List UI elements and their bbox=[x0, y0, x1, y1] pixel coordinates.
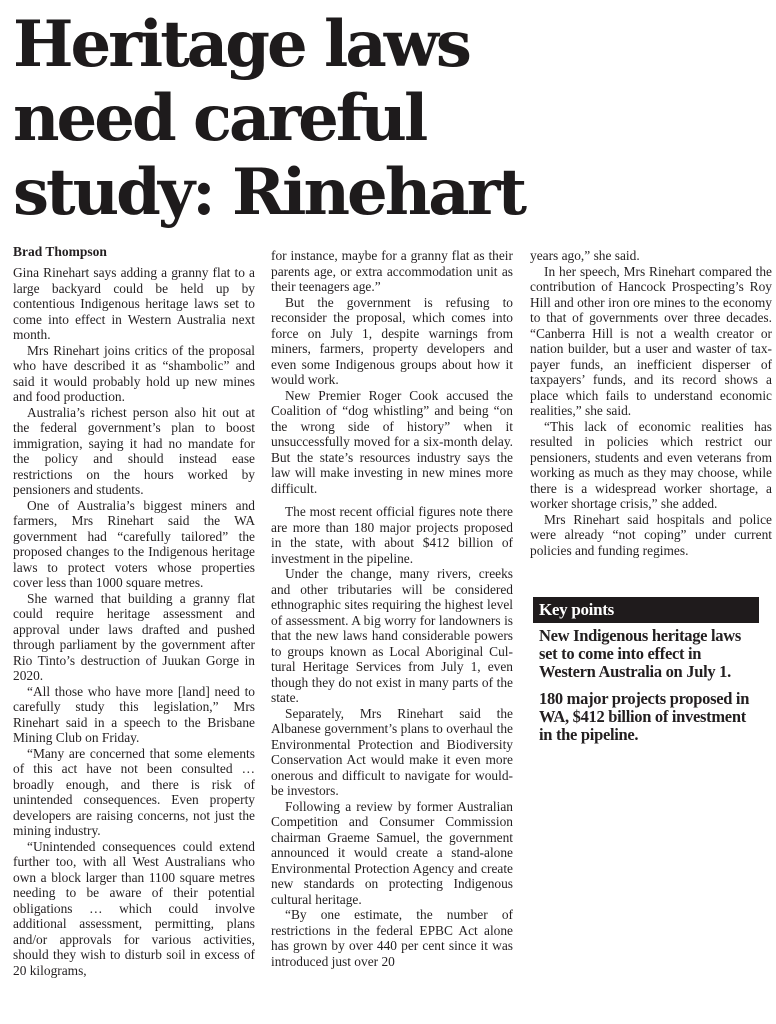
paragraph: “Unintended consequences could extend further too, with all West Australians who own a block larger than 1100 square metres needing to be aware of their potential obligations … which could involve additional assessment, permitting, plans and/or approvals for various activities, should they wish to disturb soil in excess of 20 kilograms, bbox=[13, 838, 255, 978]
headline-line: Heritage laws bbox=[13, 7, 469, 82]
headline-line: study: Rinehart bbox=[13, 155, 524, 230]
paragraph: “All those who have more [land] need to carefully study this legislation,” Mrs Rinehart said in a speech to the Brisbane Mining Club on Friday. bbox=[13, 683, 255, 745]
paragraph: years ago,” she said. bbox=[530, 248, 640, 263]
article-column-2 bbox=[271, 248, 513, 969]
headline bbox=[13, 8, 533, 230]
paragraph: In her speech, Mrs Rinehart compared the contribution of Hancock Prospecting’s Roy Hill and other iron ore mines to the economy to that of governments over three decades. “Canberra Hill is not a wealth creator or nation builder, but a user and waster of taxpayer funds, an inefficient disperser of taxpayers’ funds, and its record shows a place which fails to understand economic realities,” she said. bbox=[530, 263, 772, 418]
paragraph: New Premier Roger Cook accused the Coalition of “dog whistling” and being “on the wrong side of history” when it unsuccessfully moved for a six-month delay. But the state’s resources industry says the law will make investing in new mines more difficult. bbox=[271, 387, 513, 496]
byline: Brad Thompson bbox=[13, 244, 107, 259]
paragraph: Mrs Rinehart joins critics of the proposal who have described it as “shambolic” and said it would probably hold up new mines and food production. bbox=[13, 342, 255, 404]
paragraph: Australia’s richest person also hit out at the federal government’s plan to boost immigration, saying it had no mandate for the policy and should instead ease restrictions on the hours worked by pensioners and students. bbox=[13, 404, 255, 497]
paragraph: “This lack of economic realities has resulted in policies which restrict our pensioners, students and even veterans from working as much as they may choose, while there is a widespread worker shortage, a worker shortage crisis,” she added. bbox=[530, 418, 772, 511]
headline-line: need careful bbox=[13, 81, 426, 156]
key-points-title: Key points bbox=[533, 597, 759, 623]
article-column-3 bbox=[530, 248, 772, 558]
key-point: New Indigenous heritage laws set to come into effect in Western Australia on July 1. bbox=[539, 626, 741, 681]
paragraph: Under the change, many rivers, creeks and other tributaries will be considered ethnographic sites requiring the highest level of assessment. A big worry for landowners is that the new laws hand considerable powers to groups known as Local Aboriginal Cultural Heritage Services from July 1, even though they do not exist in many parts of the state. bbox=[271, 566, 513, 705]
paragraph: Mrs Rinehart said hospitals and police were already “not coping” under current policies and funding regimes. bbox=[530, 511, 772, 558]
key-points-box bbox=[533, 597, 759, 744]
paragraph: Following a review by former Australian Competition and Consumer Commission chairman Graeme Samuel, the government announced it would create a stand-alone Environmental Protection Agency and create new standards on protecting Indigenous cultural heritage. bbox=[271, 798, 513, 907]
paragraph: Gina Rinehart says adding a granny flat to a large backyard could be held up by contentious Indigenous heritage laws set to come into effect in Western Australia next month. bbox=[13, 265, 255, 342]
key-point: 180 major projects proposed in WA, $412 billion of investment in the pipeline. bbox=[539, 689, 750, 744]
article-column-1 bbox=[13, 265, 255, 978]
paragraph: She warned that building a granny flat could require heritage assessment and approval under laws drafted and pushed through parliament by the government after Rio Tinto’s destruction of Juukan Gorge in 2020. bbox=[13, 590, 255, 683]
paragraph: “By one estimate, the number of restrictions in the federal EPBC Act alone has grown by over 440 per cent since it was introduced just over 20 bbox=[271, 907, 513, 969]
paragraph: for instance, maybe for a granny flat as their parents age, or extra accommodation unit as their teenagers age.” bbox=[271, 248, 513, 294]
paragraph: One of Australia’s biggest miners and farmers, Mrs Rinehart said the WA government had “carefully tailored” the proposed changes to the Indigenous heritage laws to protect voters whose properties cover less than 1000 square metres. bbox=[13, 497, 255, 590]
paragraph: “Many are concerned that some elements of this act have not been consulted … broadly enough, and there is risk of unintended consequences. Even property developers are raising concerns, not just the mining industry. bbox=[13, 745, 255, 838]
paragraph: Separately, Mrs Rinehart said the Albanese government’s plans to overhaul the Environmental Protection and Biodiversity Conservation Act would make it even more onerous and difficult to navigate for would-be investors. bbox=[271, 705, 513, 798]
paragraph: The most recent official figures note there are more than 180 major projects proposed in the state, with about $412 billion of investment in the pipeline. bbox=[271, 504, 513, 566]
paragraph-gap bbox=[271, 496, 513, 504]
paragraph: But the government is refusing to reconsider the proposal, which comes into force on July 1, despite warnings from miners, farmers, property developers and even some Indigenous groups about how it would work. bbox=[271, 294, 513, 387]
